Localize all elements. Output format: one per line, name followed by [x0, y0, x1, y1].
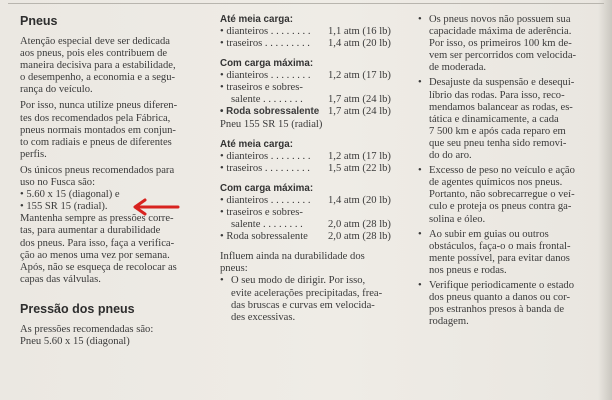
- pressure-value: 1,4 atm (20 lb): [328, 38, 391, 50]
- text-line: ção ao menos uma vez por semana.: [20, 249, 170, 261]
- pressure-value: 1,2 atm (17 lb): [328, 150, 391, 162]
- column-1: [20, 14, 208, 352]
- pressure-value: 1,2 atm (17 lb): [328, 70, 391, 82]
- pressure-row: [220, 231, 410, 243]
- section-heading-pneus: Pneus: [20, 14, 58, 28]
- text-line: Influem ainda na durabilidade dos: [220, 251, 365, 263]
- bullet-icon: •: [418, 14, 422, 25]
- subheading-half-load-diagonal: Até meia carga:: [220, 14, 293, 25]
- pressure-label: • traseiros . . . . . . . . .: [220, 162, 310, 174]
- pressure-value: 1,7 atm (24 lb): [328, 106, 391, 118]
- text-line: As pressões recomendadas são:: [20, 323, 154, 335]
- tire-option-diagonal: • 5.60 x 15 (diagonal) e: [20, 189, 120, 201]
- paragraph-pressure-maintenance: [20, 213, 208, 286]
- bullet-icon: •: [418, 228, 422, 240]
- pressure-label: • traseiros e sobres- salente . . . . . . . .: [220, 82, 303, 106]
- column-2: [220, 14, 410, 327]
- text-line: to com radiais e pneus de diferentes: [20, 136, 172, 148]
- red-arrow-icon: [130, 198, 180, 216]
- text-line: o desempenho, a economia e a segu-: [20, 72, 176, 84]
- pressure-value: 2,0 atm (28 lb): [328, 219, 391, 231]
- page-edge-shadow: [598, 0, 612, 400]
- text-line: Mantenha sempre as pressões corre-: [20, 213, 174, 225]
- bullet-icon: •: [418, 165, 422, 177]
- text-line: capas das válvulas.: [20, 273, 101, 285]
- pressure-label: • dianteiros . . . . . . . .: [220, 150, 311, 162]
- pressure-label: • dianteiros . . . . . . . .: [220, 70, 311, 82]
- pressure-label: • Roda sobressalente: [220, 106, 320, 118]
- pressure-value: 1,7 atm (24 lb): [328, 94, 391, 106]
- text-line: maneira decisiva para a estabilidade,: [20, 60, 176, 72]
- subheading-half-load-radial: Até meia carga:: [220, 138, 293, 150]
- list-item-weight: • Excesso de peso no veículo e ação de agentes químicos nos pneus. Portanto, não sobrecarregue o veí- culo e proteja os pneus contra ga- solina e óleo.: [418, 165, 575, 225]
- section-heading-pressao: Pressão dos pneus: [20, 301, 135, 316]
- text-line: Os únicos pneus recomendados para: [20, 164, 175, 176]
- text-line: dos pneus. Para isso, faça a verifica-: [20, 237, 175, 249]
- pressure-value: 2,0 atm (28 lb): [328, 231, 391, 243]
- bullet-icon: •: [220, 275, 224, 287]
- influence-item-driving: • O seu modo de dirigir. Por isso, evite acelerações precipitadas, frea- das bruscas e curvas em velocida- des excessivas.: [220, 275, 383, 323]
- pressure-row: [220, 151, 410, 163]
- pressure-row: [220, 207, 410, 231]
- pressure-row: [220, 106, 410, 118]
- list-item-obstacles: • Ao subir em guias ou outros obstáculos, faça-o o mais frontal- mente possível, para evitar danos nos pneus e rodas.: [418, 228, 571, 276]
- pressure-row: [220, 195, 410, 207]
- top-rule: [8, 3, 604, 4]
- list-item-new-tires: • Os pneus novos não possuem sua capacidade máxima de aderência. Por isso, os primeiros 100 km de- vem ser percorridos com velocida- de moderada.: [418, 14, 577, 74]
- pressure-row: [220, 38, 410, 50]
- column-3: [418, 14, 610, 331]
- list-item-inspection: • Verifique periodicamente o estado dos pneus quanto a danos ou cor- pos estranhos presos à banda de rodagem.: [418, 279, 575, 328]
- pressure-value: 1,5 atm (22 lb): [328, 162, 391, 174]
- subheading-max-load-diagonal: Com carga máxima:: [220, 58, 314, 70]
- subheading-max-load-radial: Com carga máxima:: [220, 182, 314, 194]
- text-line: Atenção especial deve ser dedicada: [20, 36, 170, 47]
- pressure-value: 1,4 atm (20 lb): [328, 194, 391, 206]
- text-line: uso no Fusca são:: [20, 177, 96, 189]
- radial-tire-label: Pneu 155 SR 15 (radial): [220, 118, 323, 130]
- text-line: tas, para aumentar a durabilidade: [20, 225, 161, 237]
- text-line: perfis.: [20, 148, 47, 160]
- pressure-row: [220, 70, 410, 82]
- paragraph-pressures: [20, 324, 208, 348]
- pressure-label: • traseiros e sobres- salente . . . . . . . .: [220, 206, 303, 231]
- paragraph-intro: [20, 36, 208, 96]
- pressure-row: [220, 26, 410, 38]
- text-line: Por isso, nunca utilize pneus diferen-: [20, 100, 178, 112]
- pressure-row: [220, 82, 410, 106]
- tire-option-radial: • 155 SR 15 (radial).: [20, 201, 108, 213]
- text-line: Após, não se esqueça de recolocar as: [20, 261, 177, 273]
- pressure-value: 1,1 atm (16 lb): [328, 26, 391, 37]
- bullet-icon: •: [418, 77, 422, 89]
- text-line: pneus:: [220, 263, 248, 275]
- text-line: pneus normais montados em conjun-: [20, 124, 176, 136]
- text-line: Pneu 5.60 x 15 (diagonal): [20, 335, 130, 347]
- paragraph-influence: [220, 251, 410, 275]
- pressure-label: • dianteiros . . . . . . . .: [220, 26, 311, 37]
- text-line: tes dos recomendados pela Fábrica,: [20, 112, 171, 124]
- pressure-label: • traseiros . . . . . . . . .: [220, 38, 310, 50]
- pressure-label: • dianteiros . . . . . . . .: [220, 194, 311, 206]
- pressure-label: • Roda sobressalente: [220, 231, 308, 243]
- pressure-row: [220, 163, 410, 175]
- bullet-icon: •: [418, 279, 422, 291]
- text-line: rança do veículo.: [20, 84, 93, 96]
- list-item-suspension: • Desajuste da suspensão e desequi- líbrio das rodas. Para isso, reco- mendamos balancear as rodas, es- tática e dinamicamente, a cada 7 500 km e após cada reparo em que seu pneu tenha sido removi- do do aro.: [418, 77, 575, 162]
- text-line: aos pneus, pois eles contribuem de: [20, 48, 168, 60]
- paragraph-warning: [20, 100, 208, 160]
